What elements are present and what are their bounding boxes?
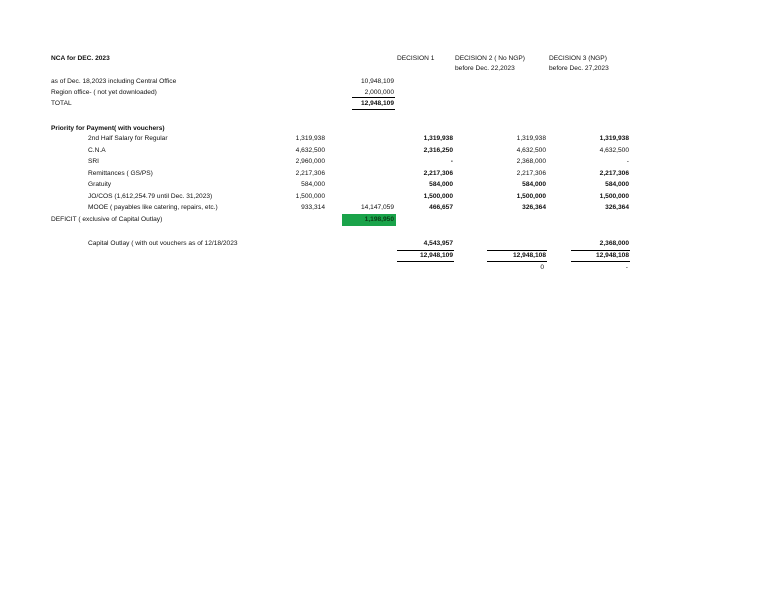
item-decision-1: - [450, 158, 453, 165]
item-amount: 1,319,938 [295, 135, 325, 142]
nca-row-region-value: 2,000,000 [364, 89, 394, 96]
item-decision-3: 1,500,000 [599, 193, 629, 200]
item-amount: 933,314 [301, 204, 325, 211]
item-decision-1: 2,316,250 [423, 147, 453, 154]
item-label: Remittances ( GS/PS) [88, 170, 153, 177]
underline-total-d1-top [397, 250, 454, 251]
underline-total-d3-top [571, 250, 630, 251]
item-label: Gratuity [88, 181, 112, 188]
item-decision-3: 2,217,306 [599, 170, 629, 177]
underline-total-d3 [571, 261, 630, 262]
deficit-label: DEFICIT ( exclusive of Capital Outlay) [51, 216, 163, 223]
item-decision-3: 584,000 [605, 181, 629, 188]
capital-outlay-label: Capital Outlay ( with out vouchers as of 12/18/2023 [88, 240, 238, 247]
item-decision-2: 2,217,306 [516, 170, 546, 177]
underline-total-d1 [397, 261, 454, 262]
item-amount: 1,500,000 [295, 193, 325, 200]
difference-decision-3: - [625, 264, 628, 271]
item-label: SRI [88, 158, 99, 165]
header-decision-2: DECISION 2 ( No NGP) [455, 55, 525, 62]
nca-total-label: TOTAL [51, 100, 72, 107]
deficit-value: 1,198,950 [364, 216, 394, 223]
capital-outlay-decision-3: 2,368,000 [599, 240, 629, 247]
item-decision-1: 466,657 [429, 204, 453, 211]
item-label: 2nd Half Salary for Regular [88, 135, 168, 142]
item-decision-2: 4,632,500 [516, 147, 546, 154]
item-decision-3: - [626, 158, 629, 165]
priority-sum-value: 14,147,059 [360, 204, 394, 211]
priority-heading: Priority for Payment( with vouchers) [51, 125, 165, 132]
header-decision-1: DECISION 1 [397, 55, 435, 62]
item-decision-2: 2,368,000 [516, 158, 546, 165]
nca-total-value: 12,948,109 [360, 100, 394, 107]
total-decision-2: 12,948,108 [512, 252, 546, 259]
item-decision-2: 1,500,000 [516, 193, 546, 200]
item-decision-1: 584,000 [429, 181, 453, 188]
underline-total-d2 [487, 261, 547, 262]
capital-outlay-decision-1: 4,543,957 [423, 240, 453, 247]
item-label: C.N.A [88, 147, 106, 154]
item-amount: 4,632,500 [295, 147, 325, 154]
difference-decision-2: 0 [540, 264, 544, 271]
item-decision-2: 584,000 [522, 181, 546, 188]
item-decision-1: 1,500,000 [423, 193, 453, 200]
nca-row-region-label: Region office- ( not yet downloaded) [51, 89, 157, 96]
item-amount: 2,217,306 [295, 170, 325, 177]
item-decision-3: 1,319,938 [599, 135, 629, 142]
header-decision-3-date: before Dec. 27,2023 [549, 65, 609, 72]
item-decision-2: 326,364 [522, 204, 546, 211]
page-title: NCA for DEC. 2023 [51, 55, 110, 62]
item-decision-3: 326,364 [605, 204, 629, 211]
item-amount: 2,960,000 [295, 158, 325, 165]
header-decision-3: DECISION 3 (NGP) [549, 55, 607, 62]
total-decision-3: 12,948,108 [595, 252, 629, 259]
item-decision-2: 1,319,938 [516, 135, 546, 142]
item-label: JO/COS (1,612,254.79 until Dec. 31,2023) [88, 193, 213, 200]
item-label: MOOE ( payables like catering, repairs, etc.) [88, 204, 218, 211]
nca-row-central-value: 10,948,109 [360, 78, 394, 85]
total-decision-1: 12,948,109 [419, 252, 453, 259]
item-decision-1: 2,217,306 [423, 170, 453, 177]
underline-nca-subtotal [352, 97, 395, 98]
underline-total-d2-top [487, 250, 547, 251]
item-decision-3: 4,632,500 [599, 147, 629, 154]
item-amount: 584,000 [301, 181, 325, 188]
header-decision-2-date: before Dec. 22,2023 [455, 65, 515, 72]
nca-row-central-label: as of Dec. 18,2023 including Central Office [51, 78, 177, 85]
underline-nca-total [352, 109, 395, 110]
item-decision-1: 1,319,938 [423, 135, 453, 142]
